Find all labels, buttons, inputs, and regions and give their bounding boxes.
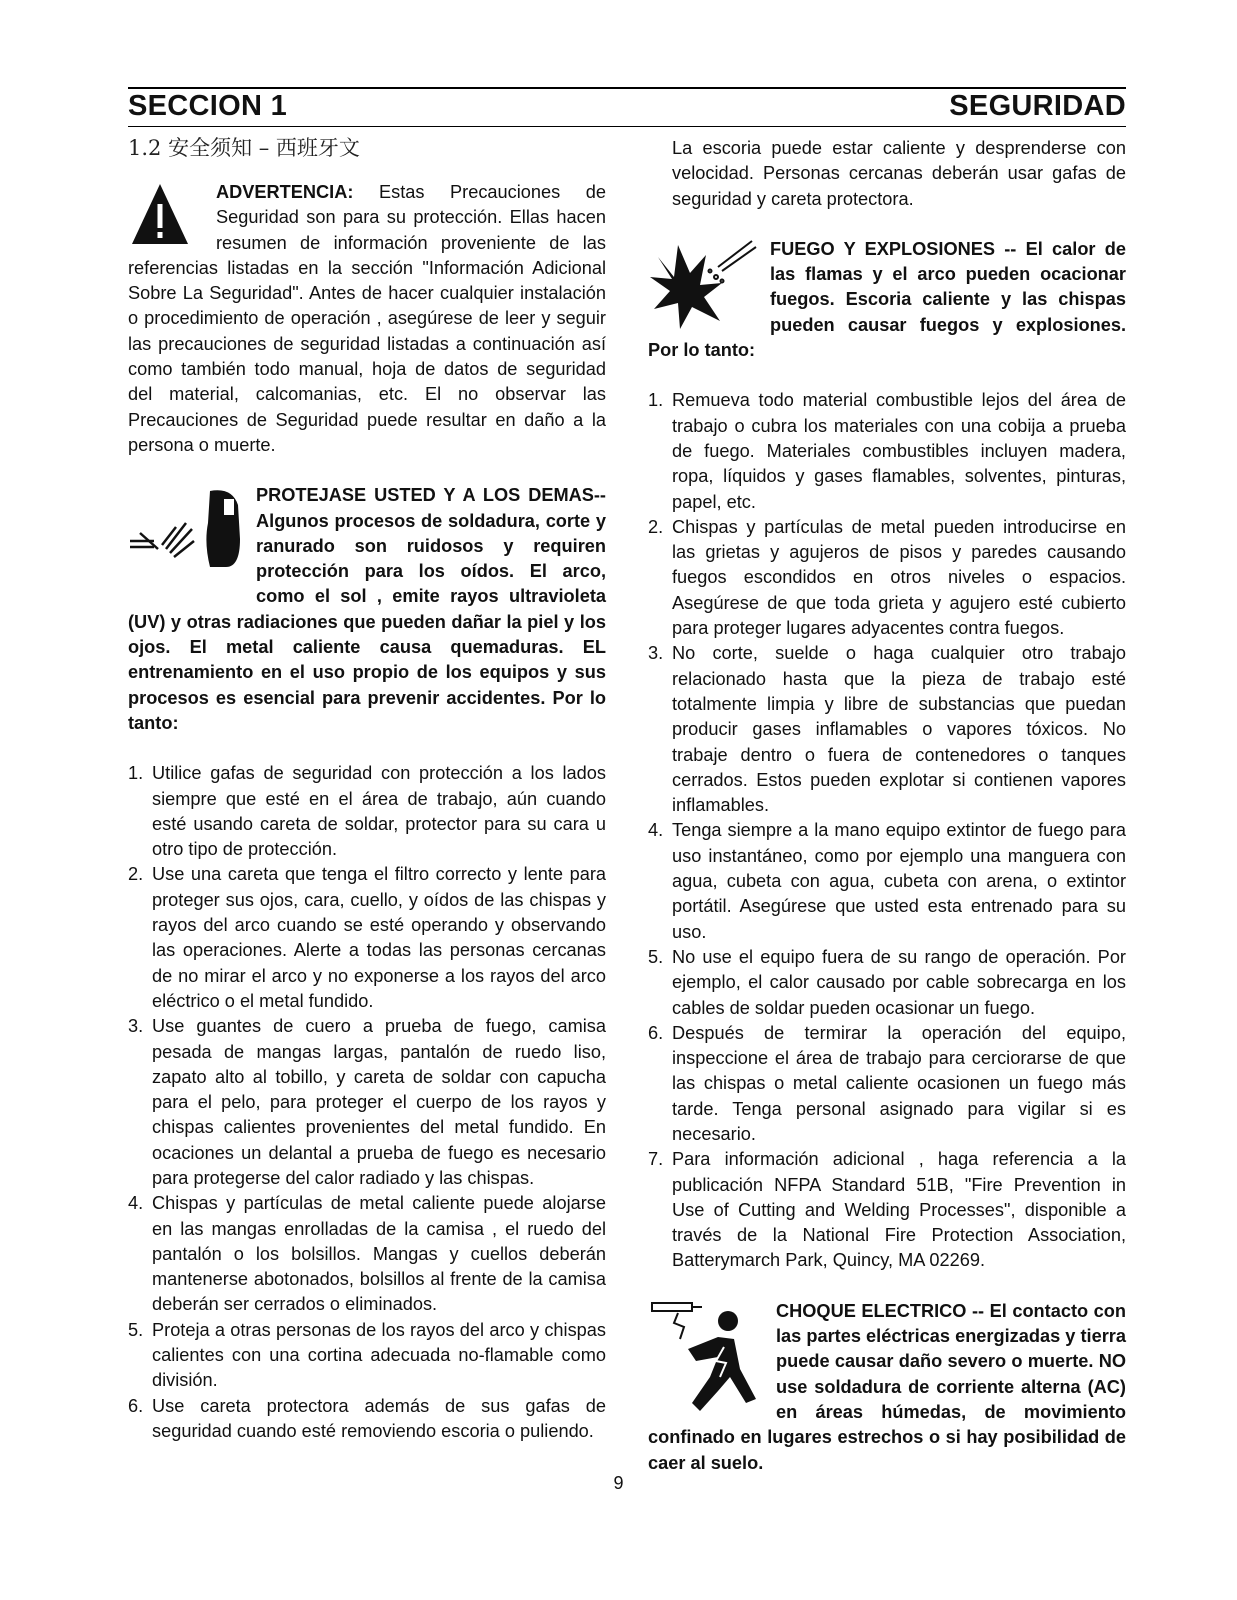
welder-helmet-icon — [128, 483, 246, 608]
subheader-rule — [128, 126, 1126, 127]
list-item: 5. No use el equipo fuera de su rango de operación. Por ejemplo, el calor causado por cable sobrecarga en los cables de soldar pueden ocasionar un fuego. — [648, 946, 1126, 1018]
protect-text: PROTEJASE USTED Y A LOS DEMAS-- Algunos procesos de soldadura, corte y ranurado son ruidosos y requiren protección para los oídos. El arco, como el sol , emite rayos ultravioleta (UV) y otras radiaciones que pueden dañar la piel y los ojos. El metal caliente causa quemaduras. EL entrenamiento en el uso propio de los equipos y sus procesos es esencial para prevenir accidentes. Por lo tanto: — [128, 485, 606, 733]
header-rule — [128, 87, 1126, 89]
page-number: 9 — [613, 1473, 624, 1493]
protect-block — [128, 483, 606, 736]
list-item: 3. No corte, suelde o haga cualquier otro trabajo relacionado hasta que la pieza de trabajo esté totalmente limpia y libre de substancias que puedan producir gases inflamables o vapores tóxicos. No trabaje dentro o fuera de contenedores o tanques cerrados. Estos pueden explotar si contienen vapores inflamables. — [648, 643, 1126, 816]
section-label: SECCION 1 — [128, 90, 288, 122]
list-item: 2. Use una careta que tenga el filtro correcto y lente para proteger sus ojos, cara, cuello, y oídos de las chispas y rayos del arco cuando se esté operando y observando las operaciones. Alerte a todas las personas cercanas de no mirar el arco y no exponerse a los rayos del arco eléctrico o el metal fundido. — [128, 864, 606, 1011]
list-item: 7. Para información adicional , haga referencia a la publicación NFPA Standard 51B, "Fire Prevention in Use of Cutting and Welding Processes", disponible a través de la National Fire Protection Association, Batterymarch Park, Quincy, MA 02269. — [648, 1149, 1126, 1271]
electric-shock-icon — [648, 1299, 766, 1419]
list-item: 3. Use guantes de cuero a prueba de fuego, camisa pesada de mangas largas, pantalón de ruedo liso, zapato alto al tobillo, y careta de soldar con capucha para el pelo, para proteger el cuerpo de los rayos y chispas calientes provenientes del metal fundido. En ocaciones un delantal a prueba de fuego es necesario para protegerse del calor radiado y las chispas. — [128, 1016, 606, 1188]
list-item: 2. Chispas y partículas de metal pueden introducirse en las grietas y agujeros de pisos y paredes causando fuegos escondidos en otros niveles o espacios. Asegúrese de que toda grieta y agujero esté cubierto para proteger lugares adyacentes contra fuegos. — [648, 516, 1126, 639]
shock-block — [648, 1299, 1126, 1476]
list-item: 6. Después de termirar la operación del equipo, inspeccione el área de trabajo para cerciorarse de que las chispas o metal caliente ocasionen un fuego más tarde. Tenga personal asignado para vigilar si es necesario. — [648, 1022, 1126, 1144]
fire-explosion-icon — [648, 237, 760, 337]
list-item: 1. Remueva todo material combustible lejos del área de trabajo o cubra los materiales con una cobija a prueba de fuego. Materiales combustibles incluyen madera, ropa, líquidos y gases flamables, solventes, pinturas, papel, etc. — [648, 390, 1126, 512]
list-item: 6. Use careta protectora además de sus gafas de seguridad cuando esté removiendo escoria o puliendo. — [128, 1395, 606, 1441]
continuation-text: La escoria puede estar caliente y desprenderse con velocidad. Personas cercanas deberán usar gafas de seguridad y careta protectora. — [672, 138, 1126, 209]
fire-text: FUEGO Y EXPLOSIONES -- El calor de las flamas y el arco pueden ocacionar fuegos. Escoria caliente y las chispas pueden causar fuegos y explosiones. Por lo tanto: — [648, 238, 1126, 361]
list-item: 1. Utilice gafas de seguridad con protección a los lados siempre que esté en el área de trabajo, aún cuando esté usando careta de soldar, protector para su cara u otro tipo de protección. — [128, 763, 606, 860]
warning-label: ADVERTENCIA: — [216, 182, 354, 202]
list-item: 5. Proteja a otras personas de los rayos del arco y chispas calientes con una cortina adecuada no-flamable como división. — [128, 1319, 606, 1391]
right-precaution-list — [648, 388, 1126, 1273]
list-item: 4. Tenga siempre a la mano equipo extintor de fuego para uso instantáneo, como por ejemplo una manguera con agua, cubeta con agua, cubeta con arena, o extintor portátil. Asegúrese que usted esta entrenado para su uso. — [648, 820, 1126, 942]
shock-text: CHOQUE ELECTRICO -- El contacto con las partes eléctricas energizadas y tierra puede causar daño severo o muerte. NO use soldadura de corriente alterna (AC) en áreas húmedas, de movimiento confinado en lugares estrechos o si hay posibilidad de caer al suelo. — [648, 1300, 1126, 1473]
warning-block — [128, 180, 606, 458]
left-precaution-list — [128, 761, 606, 1444]
right-column — [648, 136, 1126, 1476]
warning-triangle-icon — [128, 180, 206, 248]
subsection-heading: 1.2 安全须知 – 西班牙文 — [128, 136, 360, 160]
fire-block — [648, 237, 1126, 363]
list-item: 4. Chispas y partículas de metal caliente puede alojarse en las mangas enrolladas de la camisa , el ruedo del pantalón o los bolsillos. Mangas y cuellos deberán mantenerse abotonados, bolsillos al frente de la camisa deberán ser cerrados o eliminados. — [128, 1193, 606, 1315]
warning-text: Estas Precauciones de Seguridad son para su protección. Ellas hacen resumen de información proveniente de las referencias listadas en la sección "Información Adicional Sobre La Seguridad". Antes de hacer cualquier instalación o procedimiento de operación , asegúrese de leer y seguir las precauciones de seguridad listadas a continuación así como también todo manual, hoja de datos de seguridad del material, calcomanias, etc. El no observar las Precauciones de Seguridad puede resultar en daño a la persona o muerte. — [128, 182, 606, 455]
left-column — [128, 180, 606, 1444]
section-title: SEGURIDAD — [949, 90, 1126, 122]
